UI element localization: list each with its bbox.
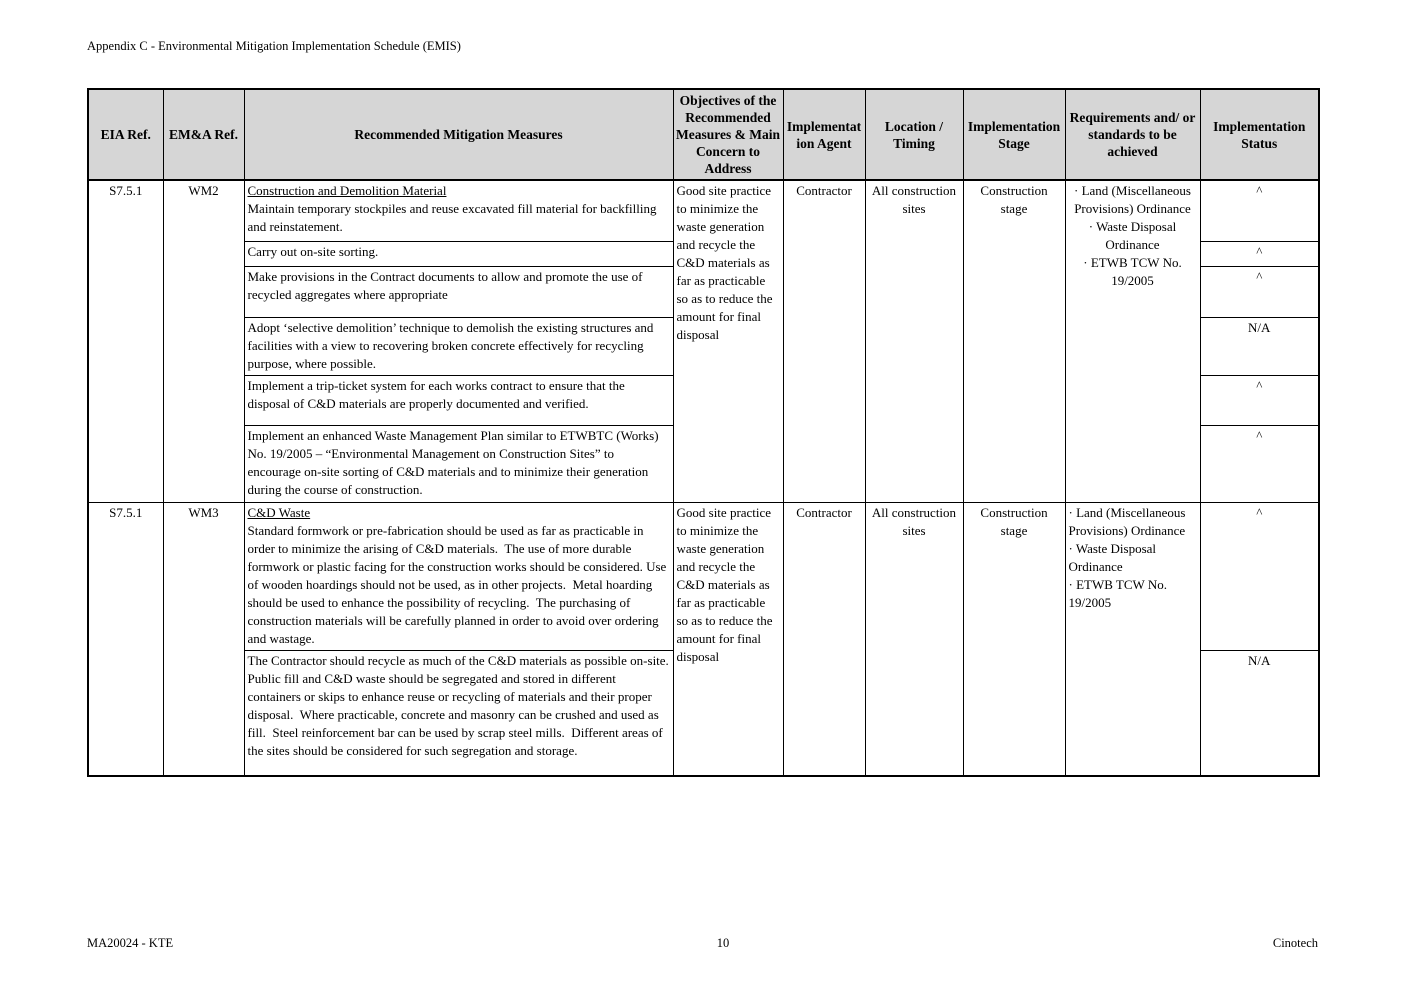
column-header-implementation-stage: Implementation Stage [963, 89, 1065, 180]
measure-text: Implement an enhanced Waste Management Plan similar to ETWBTC (Works) No. 19/2005 – “Environmental Management on Construction Sites” to encourage on-site sorting of C&D materials and to minimize their generation during the course of construction. [247, 427, 662, 497]
column-header-objectives: Objectives of the Recommended Measures & Main Concern to Address [673, 89, 783, 180]
measure-text: Standard formwork or pre-fabrication should be used as far as practicable in order to minimize the arising of C&D materials. The use of more durable formwork or plastic facing for the construction works should be considered. Use of wooden hoardings should not be used, as in other projects. Metal hoarding should be used to enhance the possibility of recycling. The purchasing of construction materials will be carefully planned in order to avoid over ordering and wastage. [247, 522, 670, 646]
eia-ref-cell: S7.5.1 [88, 502, 163, 776]
measure-cell [244, 375, 673, 425]
requirements-cell [1065, 180, 1200, 502]
footer-project-ref: MA20024 - KTE [87, 936, 174, 950]
location-cell: All construction sites [865, 180, 963, 502]
measure-text: The Contractor should recycle as much of the C&D materials as possible on-site. Public fill and C&D waste should be segregated and stored in different containers or skips to enhance reuse or recycling of materials and their proper disposal. Where practicable, concrete and masonry can be crushed and used as fill. Steel reinforcement bar can be used by scrap steel mills. Different areas of the sites should be considered for such segregation and storage. [247, 652, 673, 758]
objectives-cell: Good site practice to minimize the waste generation and recycle the C&D materials as far as practicable so as to reduce the amount for final disposal [673, 180, 783, 502]
stage-cell: Construction stage [963, 180, 1065, 502]
table-row [88, 502, 1319, 650]
measure-cell [244, 425, 673, 502]
measure-text: Make provisions in the Contract documents to allow and promote the use of recycled aggregates where appropriate [247, 268, 646, 302]
stage-cell: Construction stage [963, 502, 1065, 776]
column-header-ema-ref: EM&A Ref. [163, 89, 244, 180]
column-header-recommended-mitigation-measures: Recommended Mitigation Measures [244, 89, 673, 180]
measure-heading: Construction and Demolition Material [247, 183, 447, 198]
eia-ref-cell: S7.5.1 [88, 180, 163, 502]
measure-heading: C&D Waste [247, 504, 311, 520]
requirements-cell [1065, 502, 1200, 776]
objectives-cell: Good site practice to minimize the waste generation and recycle the C&D materials as far as practicable so as to reduce the amount for final disposal [673, 502, 783, 776]
column-header-implementation-status: Implementation Status [1200, 89, 1319, 180]
status-cell: ^ [1200, 375, 1319, 425]
footer-company-name: Cinotech [1272, 936, 1318, 950]
column-header-requirements: Requirements and/ or standards to be achieved [1065, 89, 1200, 180]
requirement-item: · ETWB TCW No. 19/2005 [1068, 576, 1167, 610]
measure-cell [244, 650, 673, 776]
header-row [88, 89, 1319, 180]
status-cell: ^ [1200, 425, 1319, 502]
status-cell: ^ [1200, 266, 1319, 317]
status-cell: ^ [1200, 180, 1319, 241]
requirement-item: · Waste Disposal Ordinance [1088, 219, 1177, 252]
measure-text: Maintain temporary stockpiles and reuse excavated fill material for backfilling and reinstatement. [247, 201, 660, 234]
agent-cell: Contractor [783, 502, 865, 776]
ema-ref-cell: WM3 [163, 502, 244, 776]
measure-text: Adopt ‘selective demolition’ technique to demolish the existing structures and facilities with a view to recovering broken concrete effectively for recycling purpose, where possible. [247, 319, 657, 371]
requirement-item: · Land (Miscellaneous Provisions) Ordinance [1074, 183, 1191, 216]
ema-ref-cell: WM2 [163, 180, 244, 502]
measure-cell [244, 317, 673, 375]
measure-cell [244, 266, 673, 317]
status-cell: N/A [1200, 650, 1319, 776]
column-header-implementation-agent: Implementation Agent [783, 89, 865, 180]
column-header-location-timing: Location / Timing [865, 89, 963, 180]
emis-table [87, 88, 1320, 777]
requirement-item: · Waste Disposal Ordinance [1068, 540, 1157, 574]
page-footer [87, 936, 1318, 951]
status-cell: N/A [1200, 317, 1319, 375]
measure-cell [244, 241, 673, 266]
column-header-eia-ref: EIA Ref. [88, 89, 163, 180]
measure-text: Implement a trip-ticket system for each works contract to ensure that the disposal of C&D materials are properly documented and verified. [247, 377, 628, 411]
status-cell: ^ [1200, 502, 1319, 650]
requirement-item: · ETWB TCW No. 19/2005 [1083, 255, 1182, 288]
page-title: Appendix C - Environmental Mitigation Implementation Schedule (EMIS) [87, 39, 461, 53]
measure-cell [244, 502, 673, 650]
measure-cell [244, 180, 673, 241]
requirement-item: · Land (Miscellaneous Provisions) Ordinance [1068, 504, 1186, 538]
location-cell: All construction sites [865, 502, 963, 776]
footer-page-number: 10 [716, 936, 730, 950]
table-row [88, 180, 1319, 241]
agent-cell: Contractor [783, 180, 865, 502]
status-cell: ^ [1200, 241, 1319, 266]
measure-text: Carry out on-site sorting. [247, 243, 379, 259]
